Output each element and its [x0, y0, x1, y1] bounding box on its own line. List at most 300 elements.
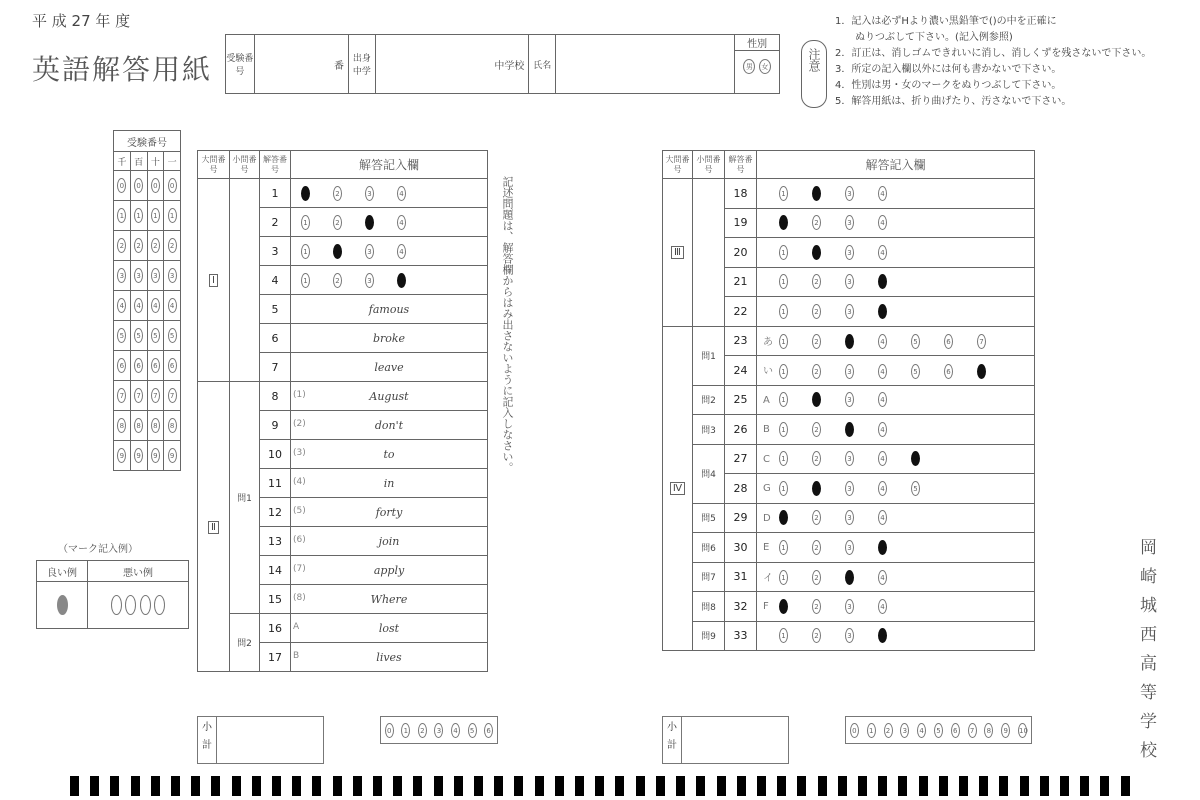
- exam-digit-bubble[interactable]: 8: [168, 418, 177, 433]
- answer-bubble[interactable]: 2: [812, 628, 821, 643]
- timing-mark: [696, 776, 705, 796]
- timing-mark: [737, 776, 746, 796]
- answer-bubble[interactable]: 3: [365, 273, 374, 288]
- subtotal-digit-bubble[interactable]: 0: [850, 723, 859, 738]
- exam-digit-bubble[interactable]: 8: [151, 418, 160, 433]
- answer-number: 24: [725, 356, 757, 386]
- handwritten-answer: to: [383, 447, 395, 461]
- answer-bubbles: [757, 533, 1035, 563]
- sex-female-bubble[interactable]: 女: [759, 59, 771, 74]
- exam-digit-bubble[interactable]: 0: [168, 178, 177, 193]
- timing-mark: [575, 776, 584, 796]
- answer-bubble[interactable]: 5: [911, 364, 920, 379]
- answer-number: 17: [260, 643, 291, 672]
- exam-digit-bubble[interactable]: 2: [117, 238, 126, 253]
- answer-bubble[interactable]: 1: [779, 451, 788, 466]
- answer-bubble[interactable]: 4: [397, 244, 406, 259]
- sub-group-label: 問6: [693, 533, 725, 563]
- sub-index: (2): [293, 419, 306, 429]
- subtotal-digit-bubble[interactable]: 5: [468, 723, 477, 738]
- answer-bubbles: [291, 208, 488, 237]
- answer-bubble[interactable]: 4: [397, 186, 406, 201]
- exam-digit-bubble[interactable]: 3: [134, 268, 143, 283]
- answer-letter: E: [763, 542, 770, 554]
- answer-number: 5: [260, 295, 291, 324]
- answer-bubble[interactable]: 5: [911, 451, 920, 466]
- answer-bubble[interactable]: 1: [301, 273, 310, 288]
- bad-mark-icon: [140, 595, 151, 615]
- answer-number: 7: [260, 353, 291, 382]
- exam-digit-bubble[interactable]: 7: [134, 388, 143, 403]
- handwritten-answer: Where: [370, 592, 408, 606]
- exam-digit-bubble[interactable]: 6: [117, 358, 126, 373]
- answer-text-field[interactable]: [291, 556, 488, 585]
- answer-bubble[interactable]: 3: [845, 186, 854, 201]
- answer-bubble[interactable]: 1: [779, 392, 788, 407]
- subtotal-digit-bubble[interactable]: 0: [385, 723, 394, 738]
- answer-bubble[interactable]: 4: [878, 186, 887, 201]
- answer-letter: あ: [763, 336, 773, 348]
- answer-bubble[interactable]: 2: [812, 334, 821, 349]
- header-info-table: [225, 34, 780, 94]
- exam-digit-bubble[interactable]: 2: [134, 238, 143, 253]
- answer-bubble[interactable]: 4: [878, 364, 887, 379]
- sub-index: (5): [293, 506, 306, 516]
- answer-bubbles: [757, 356, 1035, 386]
- exam-digit-column-header: 千: [114, 152, 131, 171]
- timing-mark: [777, 776, 786, 796]
- exam-digit-bubble[interactable]: 8: [117, 418, 126, 433]
- answer-text-field[interactable]: [291, 498, 488, 527]
- exam-digit-bubble[interactable]: 9: [134, 448, 143, 463]
- answer-bubbles: [757, 444, 1035, 474]
- exam-digit-bubble[interactable]: 5: [151, 328, 160, 343]
- answer-bubble[interactable]: 2: [812, 186, 821, 201]
- answer-bubble[interactable]: 4: [878, 245, 887, 260]
- note-line: 1．記入は必ずHより濃い黒鉛筆で()の中を正確に: [835, 16, 1057, 27]
- sub-index: B: [293, 651, 300, 661]
- timing-mark: [272, 776, 281, 796]
- timing-mark: [757, 776, 766, 796]
- answer-bubble[interactable]: 4: [878, 510, 887, 525]
- answer-bubble[interactable]: 4: [397, 215, 406, 230]
- bad-mark-icon: [154, 595, 165, 615]
- exam-digit-bubble[interactable]: 0: [117, 178, 126, 193]
- answer-bubble[interactable]: 3: [845, 274, 854, 289]
- answer-bubble[interactable]: 1: [779, 540, 788, 555]
- timing-mark: [636, 776, 645, 796]
- answer-bubble[interactable]: 1: [779, 510, 788, 525]
- handwritten-answer: apply: [373, 563, 405, 577]
- timing-mark: [979, 776, 988, 796]
- answer-bubble[interactable]: 3: [845, 215, 854, 230]
- subtotal-digit-bubble[interactable]: 2: [884, 723, 893, 738]
- answer-bubble[interactable]: 2: [812, 599, 821, 614]
- answer-row: [663, 533, 1035, 563]
- answer-number: 19: [725, 208, 757, 238]
- answer-bubble[interactable]: 4: [878, 274, 887, 289]
- answer-bubbles: [757, 267, 1035, 297]
- answer-bubble[interactable]: 2: [812, 481, 821, 496]
- answer-bubble[interactable]: 3: [845, 628, 854, 643]
- answer-bubble[interactable]: 3: [845, 599, 854, 614]
- sub-index: (4): [293, 477, 306, 487]
- timing-mark: [312, 776, 321, 796]
- answer-number: 11: [260, 469, 291, 498]
- answer-bubble[interactable]: 2: [812, 245, 821, 260]
- answer-bubble[interactable]: 3: [845, 540, 854, 555]
- answer-bubble[interactable]: 5: [911, 481, 920, 496]
- answer-bubble[interactable]: 2: [812, 392, 821, 407]
- answer-bubbles: [757, 474, 1035, 504]
- good-example-label: 良い例: [37, 561, 88, 582]
- answer-bubble[interactable]: 1: [779, 186, 788, 201]
- answer-bubble[interactable]: 1: [779, 570, 788, 585]
- answer-text-field[interactable]: [291, 469, 488, 498]
- answer-text-field[interactable]: [291, 353, 488, 382]
- answer-text-field[interactable]: [291, 411, 488, 440]
- answer-bubble[interactable]: 3: [845, 334, 854, 349]
- answer-row: [663, 621, 1035, 651]
- sub-group-label: 問7: [693, 562, 725, 592]
- exam-digit-bubble[interactable]: 1: [117, 208, 126, 223]
- answer-number: 25: [725, 385, 757, 415]
- section-number: [198, 382, 230, 672]
- answer-bubble[interactable]: 1: [779, 245, 788, 260]
- note-line: 2．訂正は、消しゴムできれいに消し、消しくずを残さないで下さい。: [835, 48, 1152, 59]
- sub-group-label: 問1: [230, 382, 260, 614]
- exam-digit-bubble[interactable]: 0: [134, 178, 143, 193]
- answer-bubble[interactable]: 1: [779, 422, 788, 437]
- exam-digit-bubble[interactable]: 5: [117, 328, 126, 343]
- school-name: 岡崎城西高等学校: [1140, 538, 1157, 761]
- exam-digit-bubble[interactable]: 3: [151, 268, 160, 283]
- subtotal-digit-bubble[interactable]: 7: [968, 723, 977, 738]
- timing-mark: [514, 776, 523, 796]
- answer-bubble[interactable]: 1: [301, 244, 310, 259]
- timing-mark: [1040, 776, 1049, 796]
- answer-bubble[interactable]: 7: [977, 334, 986, 349]
- handwritten-answer: in: [383, 476, 395, 490]
- sex-male-bubble[interactable]: 男: [743, 59, 755, 74]
- answer-bubble[interactable]: 3: [845, 245, 854, 260]
- exam-digit-bubble[interactable]: 4: [168, 298, 177, 313]
- exam-digit-column-header: 十: [147, 152, 164, 171]
- good-mark-icon: [57, 595, 68, 615]
- exam-digit-bubble[interactable]: 3: [168, 268, 177, 283]
- right-answer-table: [662, 150, 1035, 651]
- timing-mark: [171, 776, 180, 796]
- answer-text-field[interactable]: [291, 295, 488, 324]
- exam-digit-bubble[interactable]: 4: [117, 298, 126, 313]
- subtotal-label: 小計: [198, 717, 217, 763]
- answer-bubble[interactable]: 2: [812, 570, 821, 585]
- answer-number: 32: [725, 592, 757, 622]
- subtotal-digit-bubble[interactable]: 3: [900, 723, 909, 738]
- timing-mark: [252, 776, 261, 796]
- answer-text-field[interactable]: [291, 527, 488, 556]
- sub-index: (3): [293, 448, 306, 458]
- answer-number: 20: [725, 238, 757, 268]
- answer-bubbles: [757, 385, 1035, 415]
- answer-number: 14: [260, 556, 291, 585]
- timing-mark: [131, 776, 140, 796]
- answer-bubbles: [757, 562, 1035, 592]
- section-number: [663, 179, 693, 327]
- subtotal-label: 小計: [663, 717, 682, 763]
- answer-bubble[interactable]: 1: [301, 186, 310, 201]
- answer-number: 27: [725, 444, 757, 474]
- timing-mark: [474, 776, 483, 796]
- subtotal-digit-bubble[interactable]: 5: [934, 723, 943, 738]
- answer-bubble[interactable]: 3: [845, 422, 854, 437]
- exam-grid-title: 受験番号: [114, 131, 181, 152]
- page-title: 英語解答用紙: [32, 53, 213, 86]
- school-field[interactable]: 中学校: [375, 35, 529, 94]
- answer-number: 31: [725, 562, 757, 592]
- answer-bubble[interactable]: 3: [365, 215, 374, 230]
- answer-bubble[interactable]: 3: [365, 244, 374, 259]
- subtotal-digit-bubble[interactable]: 6: [951, 723, 960, 738]
- subtotal-digit-bubble[interactable]: 4: [451, 723, 460, 738]
- exam-digit-bubble[interactable]: 6: [168, 358, 177, 373]
- sub-group-label: 問2: [230, 614, 260, 672]
- answer-bubbles: [291, 237, 488, 266]
- note-line: ぬりつぶして下さい。(記入例参照): [835, 32, 1013, 43]
- answer-text-field[interactable]: [291, 614, 488, 643]
- exam-digit-bubble[interactable]: 4: [134, 298, 143, 313]
- answer-number: 6: [260, 324, 291, 353]
- notes-list: [835, 14, 1175, 110]
- answer-bubble[interactable]: 1: [779, 304, 788, 319]
- exam-no-label: 受験番号: [226, 35, 255, 94]
- answer-bubble[interactable]: 3: [845, 481, 854, 496]
- subtotal-box-right: [662, 716, 789, 764]
- timing-mark: [858, 776, 867, 796]
- sub-number-cell: [693, 179, 725, 327]
- exam-digit-bubble[interactable]: 9: [117, 448, 126, 463]
- answer-number: 2: [260, 208, 291, 237]
- answer-bubble[interactable]: 7: [977, 364, 986, 379]
- answer-bubble[interactable]: 2: [812, 364, 821, 379]
- timing-mark: [1100, 776, 1109, 796]
- answer-bubble[interactable]: 6: [944, 364, 953, 379]
- answer-bubbles: [757, 621, 1035, 651]
- section-one-icon: Ⅰ: [209, 274, 218, 287]
- answer-bubble[interactable]: 4: [878, 540, 887, 555]
- subtotal-digit-bubble[interactable]: 6: [484, 723, 493, 738]
- exam-digit-bubble[interactable]: 7: [168, 388, 177, 403]
- answer-bubble[interactable]: 2: [812, 304, 821, 319]
- answer-number: 30: [725, 533, 757, 563]
- answer-bubble[interactable]: 1: [779, 274, 788, 289]
- bad-mark-icon: [125, 595, 136, 615]
- timing-mark: [1080, 776, 1089, 796]
- exam-digit-bubble[interactable]: 1: [151, 208, 160, 223]
- section-number: [198, 179, 230, 382]
- answer-bubble[interactable]: 4: [397, 273, 406, 288]
- answer-bubble[interactable]: 4: [878, 451, 887, 466]
- answer-bubble[interactable]: 3: [845, 570, 854, 585]
- timing-mark: [555, 776, 564, 796]
- timing-mark: [717, 776, 726, 796]
- name-label: 氏名: [529, 35, 556, 94]
- answer-bubble[interactable]: 2: [333, 215, 342, 230]
- exam-digit-bubble[interactable]: 1: [168, 208, 177, 223]
- answer-bubble[interactable]: 4: [878, 392, 887, 407]
- answer-text-field[interactable]: [291, 440, 488, 469]
- subtotal-digit-bubble[interactable]: 1: [401, 723, 410, 738]
- subtotal-digit-bubble[interactable]: 2: [418, 723, 427, 738]
- answer-row: [663, 415, 1035, 445]
- answer-bubble[interactable]: 4: [878, 304, 887, 319]
- answer-bubble[interactable]: 3: [845, 510, 854, 525]
- answer-bubble[interactable]: 3: [845, 304, 854, 319]
- answer-bubble[interactable]: 4: [878, 334, 887, 349]
- subtotal-digit-bubble[interactable]: 3: [434, 723, 443, 738]
- subtotal-digit-bubble[interactable]: 8: [984, 723, 993, 738]
- section-four-icon: Ⅳ: [670, 482, 685, 495]
- answer-number: 13: [260, 527, 291, 556]
- bad-example-label: 悪い例: [88, 561, 189, 582]
- answer-bubble[interactable]: 1: [779, 481, 788, 496]
- answer-bubble[interactable]: 5: [911, 334, 920, 349]
- answer-bubble[interactable]: 2: [812, 510, 821, 525]
- answer-bubbles: [757, 208, 1035, 238]
- answer-bubble[interactable]: 1: [779, 628, 788, 643]
- handwritten-answer: don't: [374, 418, 404, 432]
- exam-digit-bubble[interactable]: 6: [151, 358, 160, 373]
- answer-number: 8: [260, 382, 291, 411]
- answer-bubble[interactable]: 4: [878, 599, 887, 614]
- section-two-icon: Ⅱ: [208, 521, 219, 534]
- answer-bubble[interactable]: 4: [878, 570, 887, 585]
- answer-text-field[interactable]: [291, 643, 488, 672]
- answer-number: 3: [260, 237, 291, 266]
- answer-bubble[interactable]: 4: [878, 422, 887, 437]
- subtotal-digit-bubble[interactable]: 4: [917, 723, 926, 738]
- answer-bubble[interactable]: 3: [845, 364, 854, 379]
- timing-mark: [413, 776, 422, 796]
- answer-bubble[interactable]: 3: [845, 451, 854, 466]
- timing-mark: [615, 776, 624, 796]
- subtotal-digit-bubble[interactable]: 10: [1018, 723, 1027, 738]
- answer-text-field[interactable]: [291, 382, 488, 411]
- answer-text-field[interactable]: [291, 324, 488, 353]
- timing-mark: [434, 776, 443, 796]
- exam-digit-column-header: 百: [130, 152, 147, 171]
- answer-letter: D: [763, 512, 771, 524]
- answer-bubble[interactable]: 3: [845, 392, 854, 407]
- sub-index: (1): [293, 390, 306, 400]
- timing-mark: [90, 776, 99, 796]
- exam-digit-bubble[interactable]: 8: [134, 418, 143, 433]
- answer-bubble[interactable]: 2: [333, 186, 342, 201]
- exam-digit-bubble[interactable]: 7: [117, 388, 126, 403]
- answer-bubble[interactable]: 2: [812, 274, 821, 289]
- exam-digit-bubble[interactable]: 6: [134, 358, 143, 373]
- answer-bubble[interactable]: 1: [779, 334, 788, 349]
- timing-mark: [454, 776, 463, 796]
- exam-digit-bubble[interactable]: 2: [168, 238, 177, 253]
- middle-note: 記述問題は、解答欄からはみ出さないように記入しなさい。: [501, 176, 514, 473]
- timing-mark: [353, 776, 362, 796]
- exam-digit-bubble[interactable]: 7: [151, 388, 160, 403]
- mark-example-table: [36, 560, 189, 629]
- exam-digit-bubble[interactable]: 2: [151, 238, 160, 253]
- timing-marks: [70, 776, 1130, 796]
- answer-row: [663, 562, 1035, 592]
- exam-digit-bubble[interactable]: 5: [134, 328, 143, 343]
- timing-mark: [1121, 776, 1130, 796]
- answer-bubble[interactable]: 1: [779, 599, 788, 614]
- answer-bubble[interactable]: 1: [301, 215, 310, 230]
- exam-digit-bubble[interactable]: 4: [151, 298, 160, 313]
- subtotal-right-digits: [845, 716, 1032, 744]
- timing-mark: [211, 776, 220, 796]
- answer-bubble[interactable]: 2: [812, 540, 821, 555]
- answer-number: 28: [725, 474, 757, 504]
- timing-mark: [1020, 776, 1029, 796]
- answer-number: 4: [260, 266, 291, 295]
- answer-number: 15: [260, 585, 291, 614]
- timing-mark: [919, 776, 928, 796]
- sub-group-label: 問9: [693, 621, 725, 651]
- timing-mark: [818, 776, 827, 796]
- answer-text-field[interactable]: [291, 585, 488, 614]
- answer-number: 10: [260, 440, 291, 469]
- timing-mark: [656, 776, 665, 796]
- exam-digit-bubble[interactable]: 5: [168, 328, 177, 343]
- exam-digit-bubble[interactable]: 1: [134, 208, 143, 223]
- answer-bubble[interactable]: 4: [878, 628, 887, 643]
- note-line: 4．性別は男・女のマークをぬりつぶして下さい。: [835, 80, 1062, 91]
- subtotal-box-left: [197, 716, 324, 764]
- answer-bubble[interactable]: 1: [779, 364, 788, 379]
- exam-digit-bubble[interactable]: 9: [168, 448, 177, 463]
- timing-mark: [191, 776, 200, 796]
- answer-bubble[interactable]: 1: [779, 215, 788, 230]
- sub-group-label: 問1: [693, 326, 725, 385]
- subtotal-digit-bubble[interactable]: 9: [1001, 723, 1010, 738]
- answer-row: [663, 592, 1035, 622]
- answer-number: 16: [260, 614, 291, 643]
- answer-letter: イ: [763, 572, 773, 584]
- timing-mark: [494, 776, 503, 796]
- exam-digit-bubble[interactable]: 0: [151, 178, 160, 193]
- answer-bubble[interactable]: 2: [812, 451, 821, 466]
- exam-no-field[interactable]: 番: [254, 35, 348, 94]
- note-line: 3．所定の記入欄以外には何も書かないで下さい。: [835, 64, 1062, 75]
- answer-bubble[interactable]: 6: [944, 334, 953, 349]
- sub-number-cell: [230, 179, 260, 382]
- name-field[interactable]: [556, 35, 735, 94]
- answer-bubble[interactable]: 2: [812, 215, 821, 230]
- answer-bubble[interactable]: 2: [333, 273, 342, 288]
- answer-bubble[interactable]: 4: [878, 481, 887, 496]
- answer-bubbles: [757, 179, 1035, 209]
- timing-mark: [393, 776, 402, 796]
- answer-bubble[interactable]: 2: [333, 244, 342, 259]
- answer-bubble[interactable]: 4: [878, 215, 887, 230]
- subtotal-digit-bubble[interactable]: 1: [867, 723, 876, 738]
- answer-bubble[interactable]: 2: [812, 422, 821, 437]
- timing-mark: [232, 776, 241, 796]
- exam-digit-bubble[interactable]: 3: [117, 268, 126, 283]
- answer-bubble[interactable]: 3: [365, 186, 374, 201]
- answer-bubbles: [291, 179, 488, 208]
- exam-digit-bubble[interactable]: 9: [151, 448, 160, 463]
